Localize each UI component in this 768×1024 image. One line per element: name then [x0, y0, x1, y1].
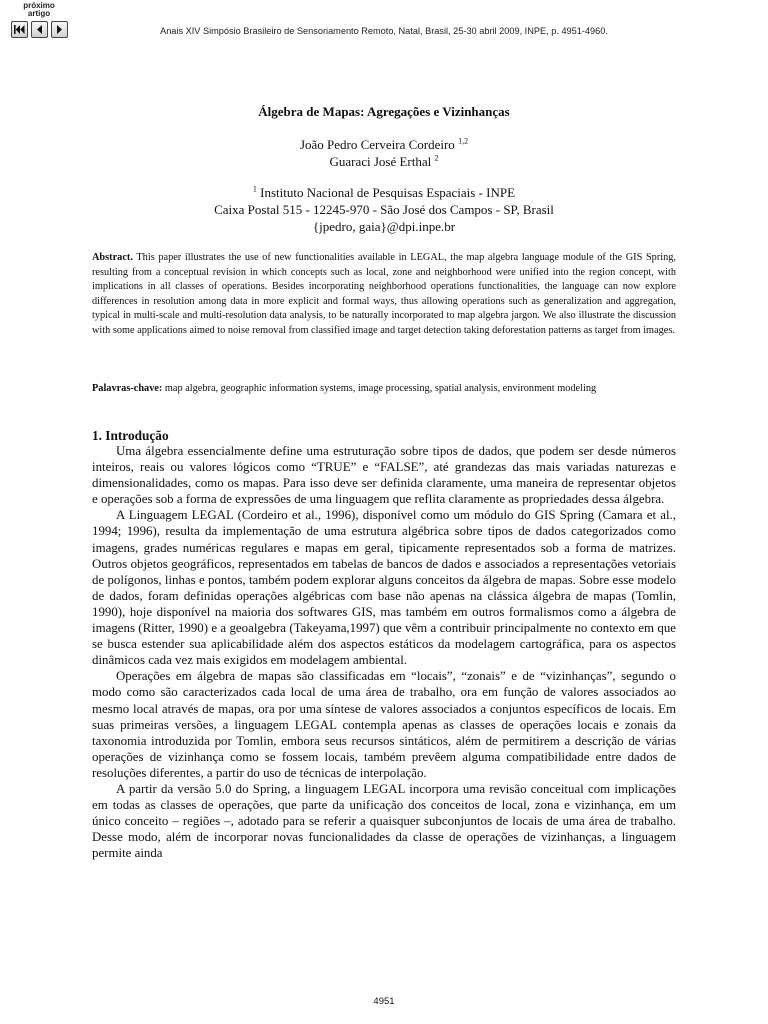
author	[0, 153, 768, 170]
affiliation-address: Caixa Postal 515 - 12245-970 - São José dos Campos - SP, Brasil	[214, 202, 554, 217]
page-number: 4951	[373, 996, 395, 1007]
paper-title: Álgebra de Mapas: Agregações e Vizinhanças	[258, 104, 510, 119]
keywords	[92, 382, 676, 397]
paragraph: Uma álgebra essencialmente define uma estruturação sobre tipos de dados, que podem ser desde números inteiros, reais ou valores lógicos como “TRUE” e “FALSE”, até grandezas das mais variadas naturezas e dimensionalidades, como os mapas. Para isso deve ser definida claramente, uma maneira de representar objetos e operações sob a forma de expressões de uma linguagem que reflita claramente as propriedades dessa álgebra.	[92, 444, 676, 507]
abstract	[92, 251, 676, 339]
paragraph: Operações em álgebra de mapas são classificadas em “locais”, “zonais” e de “vizinhanças”, segundo o modo como são caracterizados cada local de uma área de trabalho, ora em função de valores associados ao mesmo local através de mapas, ora por uma síntese de valores associados a conjuntos específicos de locais. Em suas primeiras versões, a linguagem LEGAL contempla apenas as classes de operações locais e zonais da taxonomia introduzida por Tomlin, embora seus recursos sintáticos, além de permitirem a descrição de várias operações de vizinhança como se fossem locais, também prevêem alguma compatibilidade entre dados de resoluções diferentes, a partir do uso de técnicas de interpolação.	[92, 669, 676, 780]
author	[0, 136, 768, 153]
affiliation-email: {jpedro, gaia}@dpi.inpe.br	[312, 219, 456, 234]
section-heading: 1. Introdução	[92, 428, 169, 443]
paragraph: A Linguagem LEGAL (Cordeiro et al., 1996), disponível como um módulo do GIS Spring (Camara et al., 1994; 1996), resulta da implementação de uma estrutura algébrica sobre tipos de dados categorizados como imagens, grades numéricas regulares e mapas em geral, tipicamente representados sob a forma de matrizes. Outros objetos geográficos, representados em tabelas de bancos de dados e associados a representações vetoriais de polígonos, linhas e pontos, também podem explorar alguns conceitos da álgebra de mapas. Sobre esse modelo de dados, foram definidas operações algébricas com base não apenas na clássica álgebra de mapas (Tomlin, 1990), hoje disponível na maioria dos softwares GIS, mas também em outros formalismos como a álgebra de imagens (Ritter, 1990) e a geoalgebra (Takeyama,1997) que vêm a contribuir principalmente no contexto em que se busca estender sua aplicabilidade além dos aspectos estáticos da modelagem cartográfica, para os aspectos dinâmicos cada vez mais exigidos em modelagem ambiental.	[92, 508, 676, 668]
author-name: João Pedro Cerveira Cordeiro	[299, 137, 455, 152]
institute-name: Instituto Nacional de Pesquisas Espaciais - INPE	[260, 185, 516, 200]
paragraph: A partir da versão 5.0 do Spring, a linguagem LEGAL incorpora uma revisão conceitual com implicações em todas as classes de operações, que parte da unificação dos conceitos de local, zona e vizinhança, em um único conceito – regiões –, adotado para se referir a quaisquer subconjuntos de locais de uma área de trabalho. Desse modo, além de incorporar novas funcionalidades da classe de operações de vizinhanças, a linguagem permite ainda	[92, 781, 676, 861]
affiliation-institute	[0, 184, 768, 201]
next-article-label-line2: artigo	[27, 9, 51, 18]
affiliation	[0, 184, 768, 235]
running-head: Anais XIV Simpósio Brasileiro de Sensoriamento Remoto, Natal, Brasil, 25-30 abril 2009, INPE, p. 4951-4960.	[160, 26, 608, 36]
affiliation-marker: 1	[252, 184, 257, 194]
author-name: Guaraci José Erthal	[329, 154, 432, 169]
keywords-text: map algebra, geographic information systems, image processing, spatial analysis, environment modeling	[164, 383, 597, 394]
author-list	[0, 136, 768, 170]
section-body	[92, 443, 676, 861]
next-article-label-line1: próximo	[23, 1, 55, 10]
next-article-label	[6, 2, 72, 18]
abstract-text: This paper illustrates the use of new functionalities available in LEGAL, the map algebra language module of the GIS Spring, resulting from a conceptual revision in which concepts such as local, zone and neighborhood were unified into the region concept, with implications in all classes of operations. Besides incorporating neighborhood operations functionalities, the language can now explore differences in resolution among data in more explicit and formal ways, thus allowing operations such as generalization and aggregation, typical in multi-scale and multi-resolution data analysis, to be naturally incorporated to map algebra jargon. We also illustrate the discussion with some applications aimed to noise removal from classified image and target detection taking deforestation patterns as target from images.	[92, 252, 676, 336]
author-affiliation-marker: 1,2	[458, 136, 469, 146]
abstract-label: Abstract.	[92, 252, 133, 263]
keywords-label: Palavras-chave:	[92, 383, 163, 394]
author-affiliation-marker: 2	[434, 153, 439, 163]
